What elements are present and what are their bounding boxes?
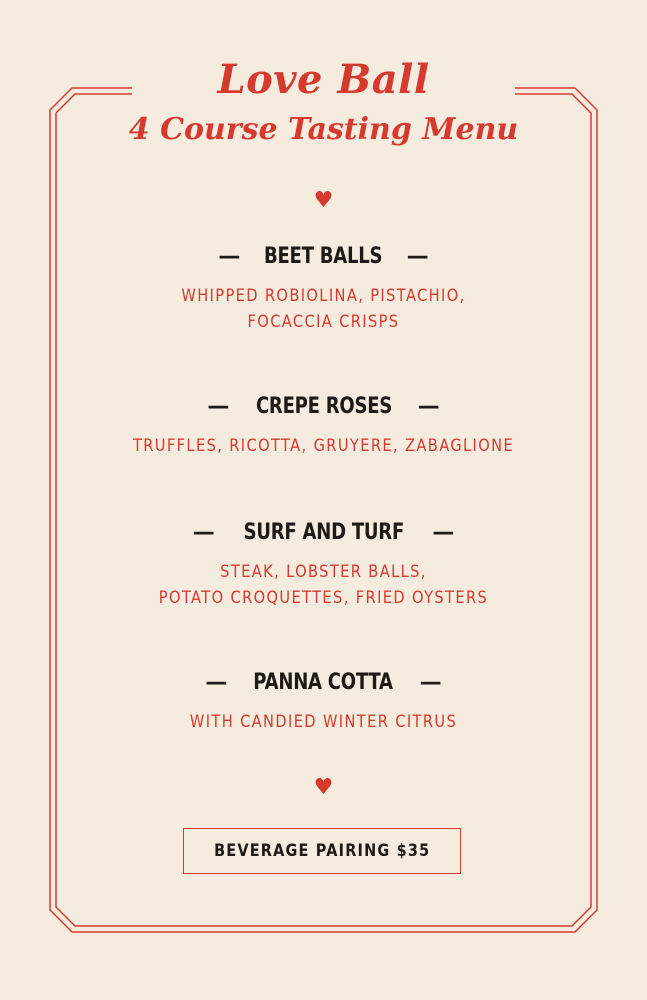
beverage-pairing-label: BEVERAGE PAIRING $35 — [213, 841, 431, 861]
dash-left: — — [207, 394, 230, 419]
menu-subtitle: 4 Course Tasting Menu — [128, 112, 519, 147]
course-description — [45, 283, 601, 335]
dash-right: — — [432, 520, 455, 545]
dash-left: — — [192, 520, 215, 545]
dash-right: — — [419, 670, 442, 695]
dash-left: — — [218, 244, 241, 269]
course-panna-cotta — [0, 670, 647, 735]
dash-left: — — [205, 670, 228, 695]
course-name: BEET BALLS — [264, 244, 383, 269]
description-line: FOCACCIA CRISPS — [247, 312, 400, 332]
dash-right: — — [417, 394, 440, 419]
course-description — [45, 433, 601, 459]
description-line: TRUFFLES, RICOTTA, GRUYERE, ZABAGLIONE — [132, 436, 515, 456]
course-name: PANNA COTTA — [253, 670, 394, 695]
course-crepe-roses — [0, 394, 647, 459]
heart-icon: ♥ — [313, 188, 334, 213]
course-name: SURF AND TURF — [243, 520, 404, 545]
course-surf-and-turf — [0, 520, 647, 611]
description-line: WHIPPED ROBIOLINA, PISTACHIO, — [181, 286, 466, 306]
beverage-pairing-box — [183, 828, 461, 874]
description-line: POTATO CROQUETTES, FRIED OYSTERS — [158, 588, 489, 608]
course-name: CREPE ROSES — [255, 394, 392, 419]
menu-title: Love Ball — [217, 56, 430, 103]
description-line: WITH CANDIED WINTER CITRUS — [189, 712, 458, 732]
heart-icon: ♥ — [313, 775, 334, 800]
course-description — [45, 709, 601, 735]
course-beet-balls — [0, 244, 647, 335]
description-line: STEAK, LOBSTER BALLS, — [220, 562, 427, 582]
dash-right: — — [406, 244, 429, 269]
course-description — [45, 559, 601, 611]
